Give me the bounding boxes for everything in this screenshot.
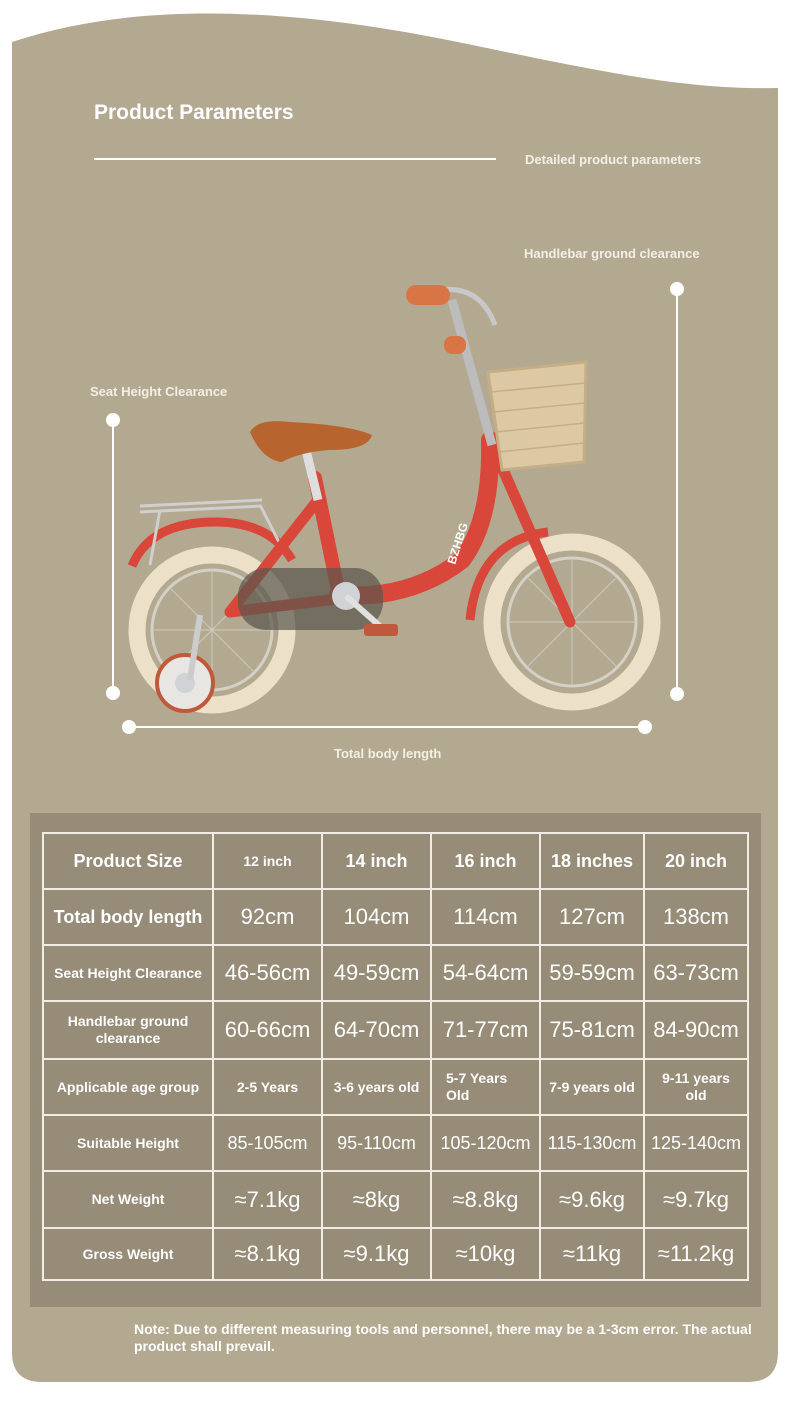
seat-bottom-marker — [106, 686, 120, 700]
table-header-cell: 14 inch — [322, 833, 431, 889]
table-row — [43, 889, 748, 945]
seat-post — [306, 450, 318, 500]
handlebar — [406, 285, 495, 445]
table-cell: 54-64cm — [431, 945, 540, 1001]
row-label: Net Weight — [43, 1171, 213, 1228]
table-cell: 95-110cm — [322, 1115, 431, 1171]
table-cell: 71-77cm — [431, 1001, 540, 1059]
measurement-note: Note: Due to different measuring tools and personnel, there may be a 1-3cm error. The actual product shall prevail. — [134, 1321, 752, 1354]
table-cell: 85-105cm — [213, 1115, 322, 1171]
seat-clearance-label: Seat Height Clearance — [90, 384, 228, 399]
row-label: Seat Height Clearance — [43, 945, 213, 1001]
table-cell: 59-59cm — [540, 945, 644, 1001]
table-header-cell: 12 inch — [213, 833, 322, 889]
title-divider — [94, 158, 496, 160]
table-row — [43, 1001, 748, 1059]
row-label: Handlebar ground clearance — [43, 1001, 213, 1059]
handlebar-clearance-label: Handlebar ground clearance — [524, 246, 700, 261]
frame-brand-text: BZHBG — [444, 521, 472, 566]
table-cell: 104cm — [322, 889, 431, 945]
table-cell: 84-90cm — [644, 1001, 748, 1059]
row-label: Suitable Height — [43, 1115, 213, 1171]
table-cell: 7-9 years old — [540, 1059, 644, 1115]
table-cell: 60-66cm — [213, 1001, 322, 1059]
table-cell: 127cm — [540, 889, 644, 945]
table-cell: 49-59cm — [322, 945, 431, 1001]
row-label: Total body length — [43, 889, 213, 945]
table-cell: 46-56cm — [213, 945, 322, 1001]
table-cell: ≈9.7kg — [644, 1171, 748, 1228]
seat-dimension-line — [112, 420, 114, 693]
table-cell: 63-73cm — [644, 945, 748, 1001]
table-cell: 3-6 years old — [322, 1059, 431, 1115]
table-cell: ≈9.6kg — [540, 1171, 644, 1228]
row-label: Gross Weight — [43, 1228, 213, 1280]
table-cell: 115-130cm — [540, 1115, 644, 1171]
table-cell: ≈10kg — [431, 1228, 540, 1280]
table-cell: ≈7.1kg — [213, 1171, 322, 1228]
table-header-label: Product Size — [43, 833, 213, 889]
table-cell: ≈11.2kg — [644, 1228, 748, 1280]
page-subtitle: Detailed product parameters — [525, 152, 702, 167]
total-length-label: Total body length — [334, 746, 442, 761]
table-header-cell: 20 inch — [644, 833, 748, 889]
chain-guard — [238, 568, 383, 630]
table-cell: ≈8.1kg — [213, 1228, 322, 1280]
table-cell: 2-5 Years — [213, 1059, 322, 1115]
table-cell: ≈8kg — [322, 1171, 431, 1228]
spec-table — [42, 832, 749, 1281]
table-header-row — [43, 833, 748, 889]
table-cell: 75-81cm — [540, 1001, 644, 1059]
table-row — [43, 1228, 748, 1280]
table-row — [43, 1171, 748, 1228]
training-wheel — [157, 615, 213, 711]
table-cell: 9-11 years old — [644, 1059, 748, 1115]
table-cell: 114cm — [431, 889, 540, 945]
row-label: Applicable age group — [43, 1059, 213, 1115]
table-cell: ≈11kg — [540, 1228, 644, 1280]
kids-bike-illustration — [120, 268, 680, 728]
table-cell: 138cm — [644, 889, 748, 945]
page-title: Product Parameters — [94, 101, 294, 124]
table-cell: 5-7 Years Old — [431, 1059, 540, 1115]
table-cell: 105-120cm — [431, 1115, 540, 1171]
table-header-cell: 16 inch — [431, 833, 540, 889]
table-row — [43, 1059, 748, 1115]
table-cell: 92cm — [213, 889, 322, 945]
table-row — [43, 1115, 748, 1171]
table-cell: ≈8.8kg — [431, 1171, 540, 1228]
wicker-basket-icon — [488, 362, 586, 470]
table-cell: 64-70cm — [322, 1001, 431, 1059]
table-header-cell: 18 inches — [540, 833, 644, 889]
table-row — [43, 945, 748, 1001]
table-cell: ≈9.1kg — [322, 1228, 431, 1280]
table-cell: 125-140cm — [644, 1115, 748, 1171]
